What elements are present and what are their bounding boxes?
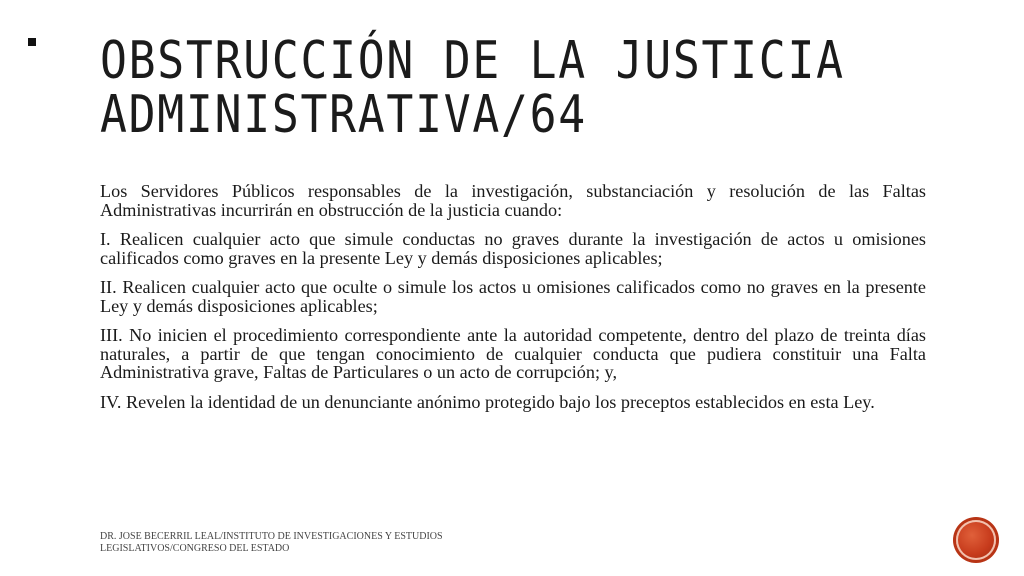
item-i-paragraph: I. Realicen cualquier acto que simule conductas no graves durante la investigación de actos u omisiones calificados como graves en la presente Ley y demás disposiciones aplicables; <box>100 229 926 268</box>
corner-square-mark <box>28 38 36 46</box>
page-number <box>956 520 996 560</box>
title-line-1: OBSTRUCCIÓN DE LA JUSTICIA <box>100 31 845 91</box>
item-iii-paragraph: III. No inicien el procedimiento correspondiente ante la autoridad competente, dentro del plazo de treinta días naturales, a partir de que tengan conocimiento de cualquier conducta que pudiera constituir una Falta Administrativa grave, Faltas de Particulares o un acto de corrupción; y, <box>100 325 926 382</box>
slide-footer: DR. JOSE BECERRIL LEAL/INSTITUTO DE INVESTIGACIONES Y ESTUDIOS LEGISLATIVOS/CONGRESO DEL ESTADO <box>100 531 443 554</box>
title-line-2: ADMINISTRATIVA/64 <box>100 85 587 145</box>
intro-paragraph: Los Servidores Públicos responsables de la investigación, substanciación y resolución de las Faltas Administrativas incurrirán en obstrucción de la justicia cuando: <box>100 181 926 220</box>
page-number-badge <box>956 520 996 560</box>
slide-title <box>100 31 845 145</box>
item-ii-paragraph: II. Realicen cualquier acto que oculte o simule los actos u omisiones calificados como no graves en la presente Ley y demás disposiciones aplicables; <box>100 277 926 316</box>
slide-body <box>100 182 926 422</box>
item-iv-paragraph: IV. Revelen la identidad de un denunciante anónimo protegido bajo los preceptos establecidos en esta Ley. <box>100 391 875 412</box>
